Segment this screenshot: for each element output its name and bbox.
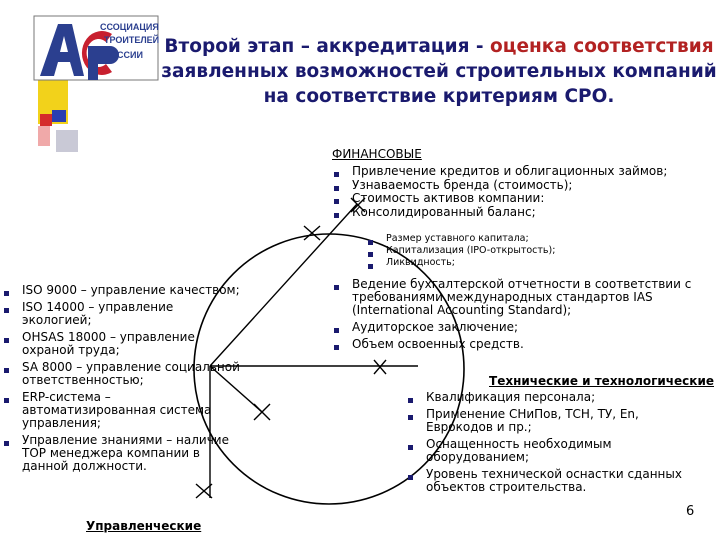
financial-sublist [366,233,666,269]
management-item: Управление знаниями – наличие ТОР менеджера компании в данной должности. [2,434,240,473]
technical-item: Квалификация персонала; [406,391,706,404]
management-heading: Управленческие [86,519,202,533]
title-part1: Второй этап – аккредитация - [164,36,491,57]
x-marker-diagonal [254,404,270,420]
logo-row1: ССОЦИАЦИЯ [100,22,159,32]
logo-row3: ОССИИ [110,50,143,60]
deco-red-square-small [40,114,52,126]
financial-item: Консолидированный баланс; [332,206,712,220]
logo-big-r-stem [88,46,98,80]
financial-subitem: Капитализация (IPO-открытость); [366,245,666,257]
financial-item: Объем освоенных средств. [332,338,716,351]
financial-item: Привлечение кредитов и облигационных займов; [332,165,712,179]
page-number: 6 [686,504,695,519]
technical-list [406,391,706,498]
management-item: ISO 9000 – управление качеством; [2,284,240,297]
title-part2: оценка соответствия [490,36,714,57]
management-item: ISO 14000 – управление экологией; [2,301,240,327]
technical-item: Уровень технической оснастки сданных объектов строительства. [406,468,706,494]
management-item: OHSAS 18000 – управление охраной труда; [2,331,240,357]
title-line2: заявленных возможностей строительных компаний [161,61,717,82]
financial-list-2 [332,278,716,355]
logo-row2: ТРОИТЕЛЕЙ [104,35,160,45]
financial-item: Аудиторское заключение; [332,321,716,334]
financial-list [332,165,712,219]
deco-pink-square [38,126,50,146]
management-item: SA 8000 – управление социальной ответственностью; [2,361,240,387]
title-line3: на соответствие критериям СРО. [263,86,615,107]
technical-heading: Технические и технологические [489,374,714,388]
financial-heading: ФИНАНСОВЫЕ [332,147,422,161]
technical-item: Применение СНиПов, ТСН, ТУ, En, Еврокодов и пр.; [406,408,706,434]
title-line1 [158,34,720,59]
financial-item: Ведение бухгалтерской отчетности в соответствии с требованиями международных стандартов IAS (International Accounting Standard); [332,278,716,317]
financial-subitem: Ликвидность; [366,257,666,269]
management-list [2,284,240,477]
technical-item: Оснащенность необходимым оборудованием; [406,438,706,464]
financial-item: Стоимость активов компании: [332,192,712,206]
page-title [158,34,720,109]
deco-gray-square [56,130,78,152]
management-item: ERP-система – автоматизированная система управления; [2,391,240,430]
financial-item: Узнаваемость бренда (стоимость); [332,179,712,193]
x-marker-financial [304,226,320,240]
deco-blue-square [52,110,66,122]
financial-subitem: Размер уставного капитала; [366,233,666,245]
x-marker-technical [374,360,386,374]
